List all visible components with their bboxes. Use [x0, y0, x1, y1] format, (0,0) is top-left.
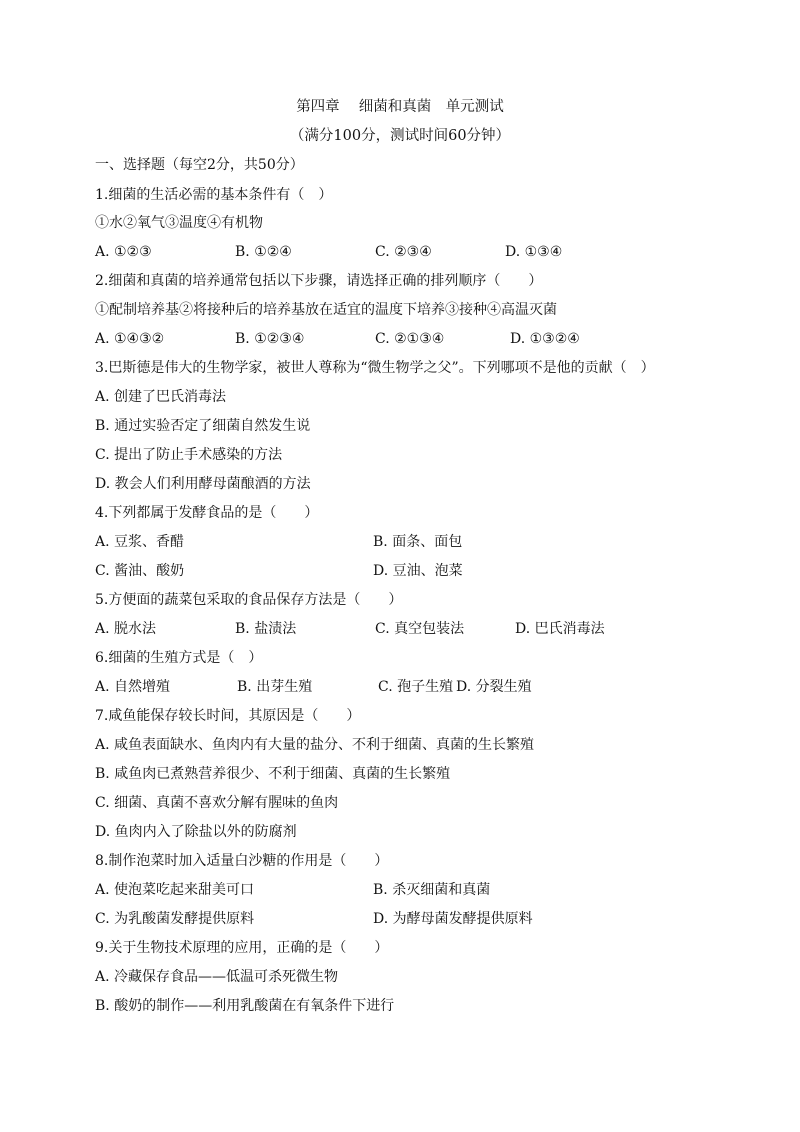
question-3-option-d: D. 教会人们利用酵母菌酿酒的方法: [95, 476, 311, 492]
question-6-stem: 6.细菌的生殖方式是（ ）: [95, 650, 263, 666]
question-3-option-c: C. 提出了防止手术感染的方法: [95, 447, 283, 463]
page-subtitle: （满分100分，测试时间60分钟）: [289, 128, 511, 144]
question-7-stem: 7.咸鱼能保存较长时间，其原因是（ ）: [95, 708, 361, 724]
question-6-option-b: B. 出芽生殖: [237, 679, 313, 695]
question-1-option-c: C. ②③④: [375, 244, 432, 260]
question-5-option-d: D. 巴氏消毒法: [515, 621, 605, 637]
question-2-option-b: B. ①②③④: [235, 331, 305, 347]
question-2-option-c: C. ②①③④: [375, 331, 445, 347]
question-8-option-d: D. 为酵母菌发酵提供原料: [373, 911, 533, 927]
question-8-option-b: B. 杀灭细菌和真菌: [373, 882, 491, 898]
question-5-stem: 5.方便面的蔬菜包采取的食品保存方法是（ ）: [95, 592, 403, 608]
question-4-stem: 4.下列都属于发酵食品的是（ ）: [95, 505, 319, 521]
question-1-option-d: D. ①③④: [505, 244, 563, 260]
question-7-option-b: B. 咸鱼肉已煮熟营养很少、不利于细菌、真菌的生长繁殖: [95, 766, 451, 782]
question-5-option-c: C. 真空包装法: [375, 621, 465, 637]
page-title: 第四章 细菌和真菌 单元测试: [296, 99, 504, 115]
question-1-stem: 1.细菌的生活必需的基本条件有（ ）: [95, 187, 333, 203]
section-heading: 一、选择题（每空2分，共50分）: [95, 157, 304, 173]
question-6-option-d: D. 分裂生殖: [456, 679, 532, 695]
question-9-option-b: B. 酸奶的制作——利用乳酸菌在有氧条件下进行: [95, 998, 395, 1014]
question-6-option-a: A. 自然增殖: [95, 679, 171, 695]
question-3-stem: 3.巴斯德是伟大的生物学家，被世人尊称为“微生物学之父”。下列哪项不是他的贡献（ ）: [95, 360, 655, 376]
question-7-option-d: D. 鱼肉内入了除盐以外的防腐剂: [95, 824, 297, 840]
question-4-option-b: B. 面条、面包: [373, 534, 463, 550]
question-1-items: ①水②氧气③温度④有机物: [95, 215, 263, 231]
question-7-option-c: C. 细菌、真菌不喜欢分解有腥味的鱼肉: [95, 795, 339, 811]
question-3-option-a: A. 创建了巴氏消毒法: [95, 389, 227, 405]
question-9-option-a: A. 冷藏保存食品——低温可杀死微生物: [95, 969, 339, 985]
question-2-option-d: D. ①③②④: [510, 331, 580, 347]
question-8-stem: 8.制作泡菜时加入适量白沙糖的作用是（ ）: [95, 853, 389, 869]
question-5-option-b: B. 盐渍法: [235, 621, 297, 637]
question-4-option-d: D. 豆油、泡菜: [373, 563, 463, 579]
question-3-option-b: B. 通过实验否定了细菌自然发生说: [95, 418, 311, 434]
question-1-option-a: A. ①②③: [95, 244, 152, 260]
question-8-option-c: C. 为乳酸菌发酵提供原料: [95, 911, 255, 927]
question-9-stem: 9.关于生物技术原理的应用，正确的是（ ）: [95, 940, 389, 956]
question-5-option-a: A. 脱水法: [95, 621, 157, 637]
question-8-option-a: A. 使泡菜吃起来甜美可口: [95, 882, 255, 898]
question-6-option-c: C. 孢子生殖: [378, 679, 454, 695]
question-2-items: ①配制培养基②将接种后的培养基放在适宜的温度下培养③接种④高温灭菌: [95, 302, 557, 318]
question-4-option-c: C. 酱油、酸奶: [95, 563, 185, 579]
question-1-option-b: B. ①②④: [235, 244, 292, 260]
question-4-option-a: A. 豆浆、香醋: [95, 534, 185, 550]
question-2-stem: 2.细菌和真菌的培养通常包括以下步骤，请选择正确的排列顺序（ ）: [95, 273, 543, 289]
question-2-option-a: A. ①④③②: [95, 331, 165, 347]
question-7-option-a: A. 咸鱼表面缺水、鱼肉内有大量的盐分、不利于细菌、真菌的生长繁殖: [95, 737, 535, 753]
